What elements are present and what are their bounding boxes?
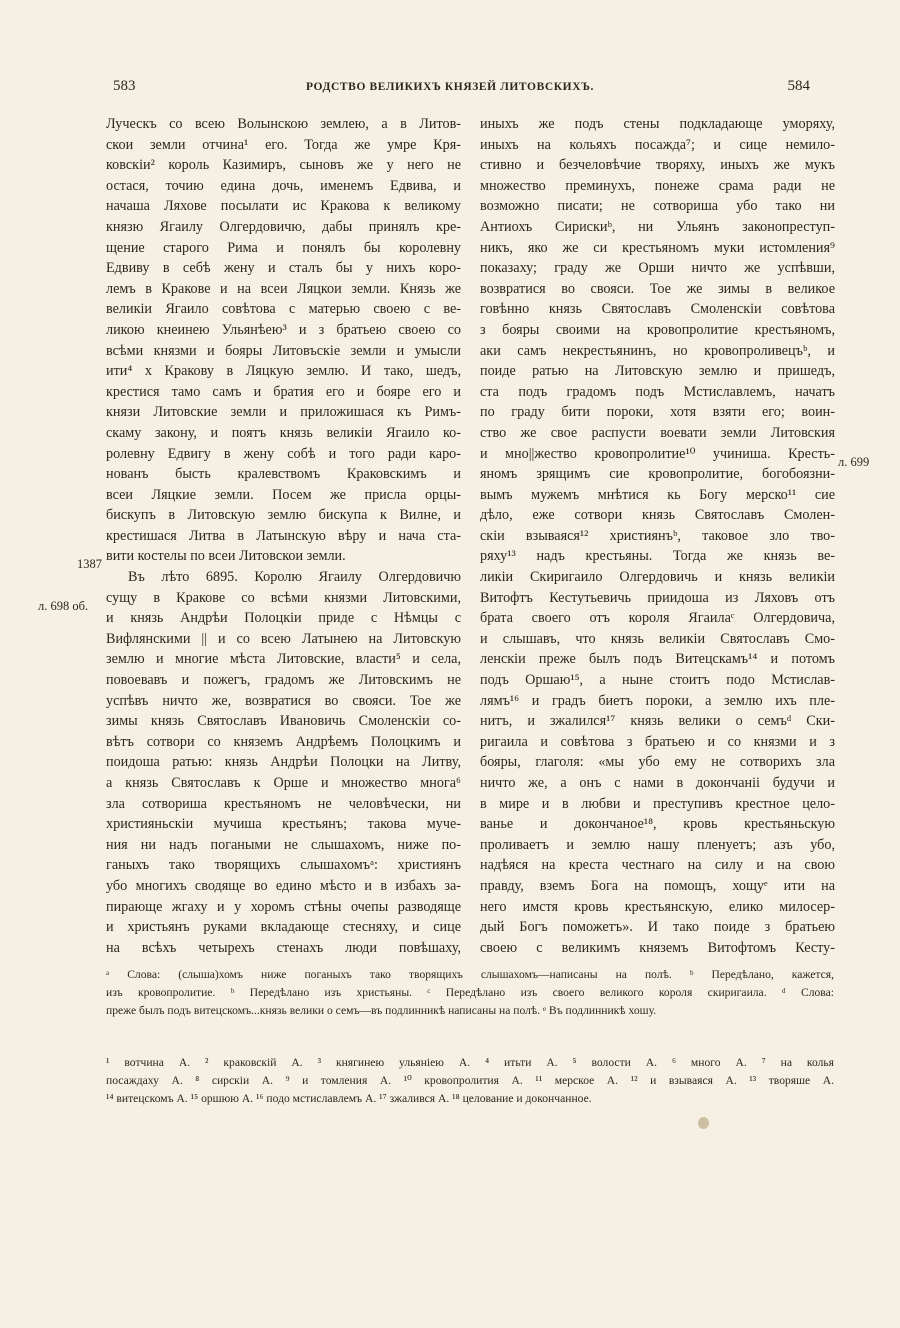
left-column-line: а князь Святославъ к Орше и множество многа⁶ (106, 775, 461, 791)
footnote-line: преже былъ подъ витецскомъ...князь велики о семъ—въ подлинникѣ написаны на полѣ. ᵉ Въ подлинникѣ хошу. (106, 1004, 657, 1017)
left-column-line: всеи Ляцкие земли. Посем же присла орцы- (106, 486, 461, 503)
right-column-line: и мно||жество кровопролитие¹⁰ учиниша. Кресть- (480, 445, 835, 462)
right-column-line: бояры, глаголя: «мы убо ему не сотворихъ зла (480, 754, 835, 771)
right-column-line: ликiи Скиригаило Олгердовичь и князь великiи (480, 569, 835, 586)
left-column-line: Вифлянскими || и со всею Латынею на Литовскую (106, 630, 461, 647)
left-column-line: нованъ бысть кралевствомъ Краковскимъ и (106, 466, 461, 483)
right-column-line: вымъ мужемъ мнѣтися кь Богу мерско¹¹ сие (480, 486, 835, 503)
left-text-column (106, 114, 461, 958)
left-column-line: сущу в Кракове со всѣми князми Литовскими, (106, 589, 461, 606)
right-column-line: возможно писати; не сотвориша убо тако ни (480, 198, 835, 215)
left-column-line: всѣми князми и бояры Литовъскiе земли и умысли (106, 342, 461, 359)
right-column-line: стивно и безчеловѣчие творяху, иныхъ же мукъ (480, 157, 835, 174)
right-column-line: подъ Оршаю¹⁵, а ныне стоитъ подо Мстислав- (480, 672, 835, 689)
footnote-line: ¹ вотчина А. ² краковскiй А. ³ княгинею ульянiею А. ⁴ итьти А. ⁵ волости А. ⁶ много А. ⁷ на колья (106, 1056, 834, 1069)
right-page-number: 584 (787, 78, 810, 94)
left-column-line: зла сотвориша крестьяномъ не человѣчески, ни (106, 795, 461, 812)
footnote-line: ᵃ Слова: (слыша)хомъ ниже поганыхъ тако творящихъ слышахомъ—написаны на полѣ. ᵇ Передѣлано, кажется, (106, 968, 834, 981)
left-column-line: пирающе жгаху и у хоромъ стѣны очепы разводяще (106, 898, 461, 915)
left-column-line: скаму закону, и поятъ князь великiи Ягаило ко- (106, 424, 461, 441)
footnote-line: изъ кровопролитие. ᵇ Передѣлано изъ христьяны. ᶜ Передѣлано изъ своего великого короля скиригаила. ᵈ Слова: (106, 986, 834, 999)
left-column-line: поидоша ратью: князь Андрѣи Полоцки на Литву, (106, 754, 461, 771)
footnotes-letters (106, 966, 834, 1020)
left-column-line: начаша Ляхове посылати ис Кракова к великому (106, 198, 461, 215)
footnote-line: посаждаху А. ⁸ сирскiи А. ⁹ и томления А. ¹⁰ кровопролития А. ¹¹ мерское А. ¹² и взываяся А. ¹³ творяше А. (106, 1074, 834, 1087)
right-column-line: проливаетъ и землю нашу пленуетъ; азъ убо, (480, 836, 835, 853)
footnotes-numbers (106, 1054, 834, 1108)
right-column-line: з бояры своими на кровопролитие крестьяномъ, (480, 321, 835, 338)
left-column-line: крестишася Литва в Латынскую вѣру и нача ста- (106, 527, 461, 544)
left-column-line: убо многихъ сводяще во едино мѣсто и в избахъ за- (106, 877, 461, 894)
right-column-line: показаху; граду же Орши ничто же успѣвши, (480, 260, 835, 277)
margin-folio-698: л. 698 об. (38, 599, 89, 613)
running-title: РОДСТВО ВЕЛИКИХЪ КНЯЗЕЙ ЛИТОВСКИХЪ. (305, 81, 595, 93)
right-column-line: иныхъ же подъ стены подкладающе уморяху, (480, 116, 835, 132)
right-column-line: говѣнно князь Святославъ Смоленскiи совѣтова (480, 301, 835, 318)
footnote-line: ¹⁴ витецскомъ А. ¹⁵ оршюю А. ¹⁶ подо мстиславлемъ А. ¹⁷ зжалився А. ¹⁸ целование и докончанное. (106, 1092, 592, 1105)
right-column-line: лямъ¹⁶ и градъ биетъ пороки, а землю ихъ пле- (480, 692, 835, 709)
right-column-line: никъ, яко же си крестьяномъ муки истомления⁹ (480, 239, 835, 256)
left-column-line: великiи Ягаило совѣтова с матерью своею с ве- (106, 301, 461, 318)
right-column-line: ство же свое распусти воевати земли Литовския (480, 424, 835, 441)
right-column-line: ста подъ градомъ подъ Мстиславлемъ, начатъ (480, 383, 835, 400)
right-column-line: и слышавъ, что князь великiи Святославъ Смо- (480, 630, 835, 647)
right-column-line: него имстя кровь крестьянскую, елико милосер- (480, 898, 835, 915)
right-column-line: Витофтъ Кестутьевичь приидоша из Ляховъ отъ (480, 589, 835, 606)
left-column-line: успѣвъ ничто же, возвратися во свояси. Тое же (106, 692, 461, 709)
left-column-line: щение старого Рима и понялъ бы королевну (106, 239, 461, 256)
left-column-line: ния ни надъ погаными не слышахомъ, ниже по- (106, 836, 461, 853)
left-column-line: и христьянъ руками вкладающе стесняху, и сице (106, 919, 461, 936)
left-column-line: зимы князь Святославъ Ивановичь Смоленскiи со- (106, 713, 461, 730)
left-column-line: землю и многие мѣста Литовские, власти⁵ и села, (106, 651, 461, 668)
left-column-line: християньскiи мучиша крестьянъ; такова муче- (106, 816, 461, 833)
left-column-line: вити костелы по всеи Литовскои земли. (106, 548, 346, 565)
right-column-line: Антиохъ Сирискиᵇ, ни Ульянъ законопреступ- (480, 218, 835, 235)
right-column-line: в мире и в любви и преступивъ крестное цело- (480, 795, 835, 812)
right-text-column (480, 114, 835, 958)
right-column-line: скiи взываяся¹² християнъᵇ, таковое зло тво- (480, 527, 835, 544)
left-column-line: князю Ягаилу Олгердовичю, дабы принялъ кре- (106, 218, 461, 235)
left-column-line: ити⁴ х Кракову в Ляцкую землю. И тако, шедъ, (106, 363, 461, 380)
left-column-line: крестися тамо самъ и братия его и бояре его и (106, 383, 461, 400)
right-column-line: дѣло, еже сотвори князь Святославъ Смолен- (480, 507, 835, 524)
left-column-line: бискупъ в Литовскую землю бискупа к Вилне, и (106, 507, 461, 524)
left-column-line: и князь Андрѣи Полоцкiи приде с Нѣмцы с (106, 610, 461, 627)
margin-folio-699: л. 699 (838, 455, 870, 469)
right-column-line: ванье и докончаное¹⁸, кровь крестьяньскую (480, 816, 835, 833)
right-column-line: ригаила и совѣтова з братьею и со князми и з (480, 733, 835, 750)
paper-stain (698, 1117, 709, 1129)
margin-year-1387: 1387 (77, 557, 102, 571)
right-column-line: брата своего отъ короля Ягаилаᶜ Олгердовича, (480, 610, 835, 627)
right-column-line: ленскiи преже былъ подъ Витецскамъ¹⁴ и потомъ (480, 651, 835, 668)
left-column-line: лемъ в Кракове и на всеи Ляцкои земли. Князь же (106, 280, 461, 297)
left-column-line: вѣтъ сотвори со княземъ Андрѣемъ Полоцкимъ и (106, 733, 461, 750)
right-column-line: яномъ зрящимъ сие кровопролитие, богобоязни- (480, 466, 835, 483)
right-column-line: надѣяся на креста честнаго на силу и на свою (480, 857, 835, 874)
left-column-line: князи Литовские земли и приложишася къ Римъ- (106, 404, 461, 421)
left-column-line: на всѣхъ четырехъ стенахъ люди повѣшаху, (106, 939, 461, 956)
right-column-line: возвратися во свояси. Тое же зимы в великое (480, 280, 835, 297)
left-column-line: ролевну Едвигу в жену собѣ и того ради каро- (106, 445, 461, 462)
right-column-line: ничто же, а онъ с нами в докончанiі будучи и (480, 775, 835, 791)
left-column-line: ковскiи² король Казимиръ, сыновъ же у него не (106, 157, 461, 174)
left-page-number: 583 (113, 78, 136, 94)
left-column-line: Едвиву в себѣ жену и сталъ бы у нихъ коро- (106, 260, 461, 277)
left-column-line: Въ лѣто 6895. Королю Ягаилу Олгердовичю (128, 569, 461, 586)
right-column-line: ряху¹³ надъ крестьяны. Тогда же князь ве- (480, 548, 835, 565)
right-column-line: дый Богъ поможетъ». И тако поиде з братьею (480, 919, 835, 936)
left-column-line: остася, точию едина дочь, именемъ Едвива, и (106, 177, 461, 194)
right-column-line: нитъ, и зжалился¹⁷ князь велики о семъᵈ Ски- (480, 713, 835, 730)
left-column-line: Луческъ со всею Волынскою землею, а в Литов- (106, 116, 461, 132)
right-column-line: правду, вземъ Бога на помощъ, хощуᵉ ити на (480, 877, 835, 894)
left-column-line: ганыхъ тако творящихъ слышахомъᵃ: християнъ (106, 857, 461, 874)
left-column-line: ликою кнеинею Ульянѣею³ и з братьею своею со (106, 321, 461, 338)
right-column-line: аки самъ некрестьянинъ, но кровопроливецъᵇ, и (480, 342, 835, 359)
right-column-line: своею с великимъ княземъ Витофтомъ Кесту- (480, 939, 835, 956)
left-column-line: повоевавъ и пожегъ, градомъ же Литовскимъ не (106, 672, 461, 689)
right-column-line: по граду бити пороки, хотя взяти его; воин- (480, 404, 835, 421)
right-column-line: множество преминухъ, понеже срама ради не (480, 177, 835, 194)
left-column-line: скои земли отчина¹ его. Тогда же умре Кря- (106, 136, 461, 153)
right-column-line: поиде ратью на Литовскую землю и пришедъ, (480, 363, 835, 380)
right-column-line: иныхъ на кольяхъ посажда⁷; и сице немило- (480, 136, 835, 153)
